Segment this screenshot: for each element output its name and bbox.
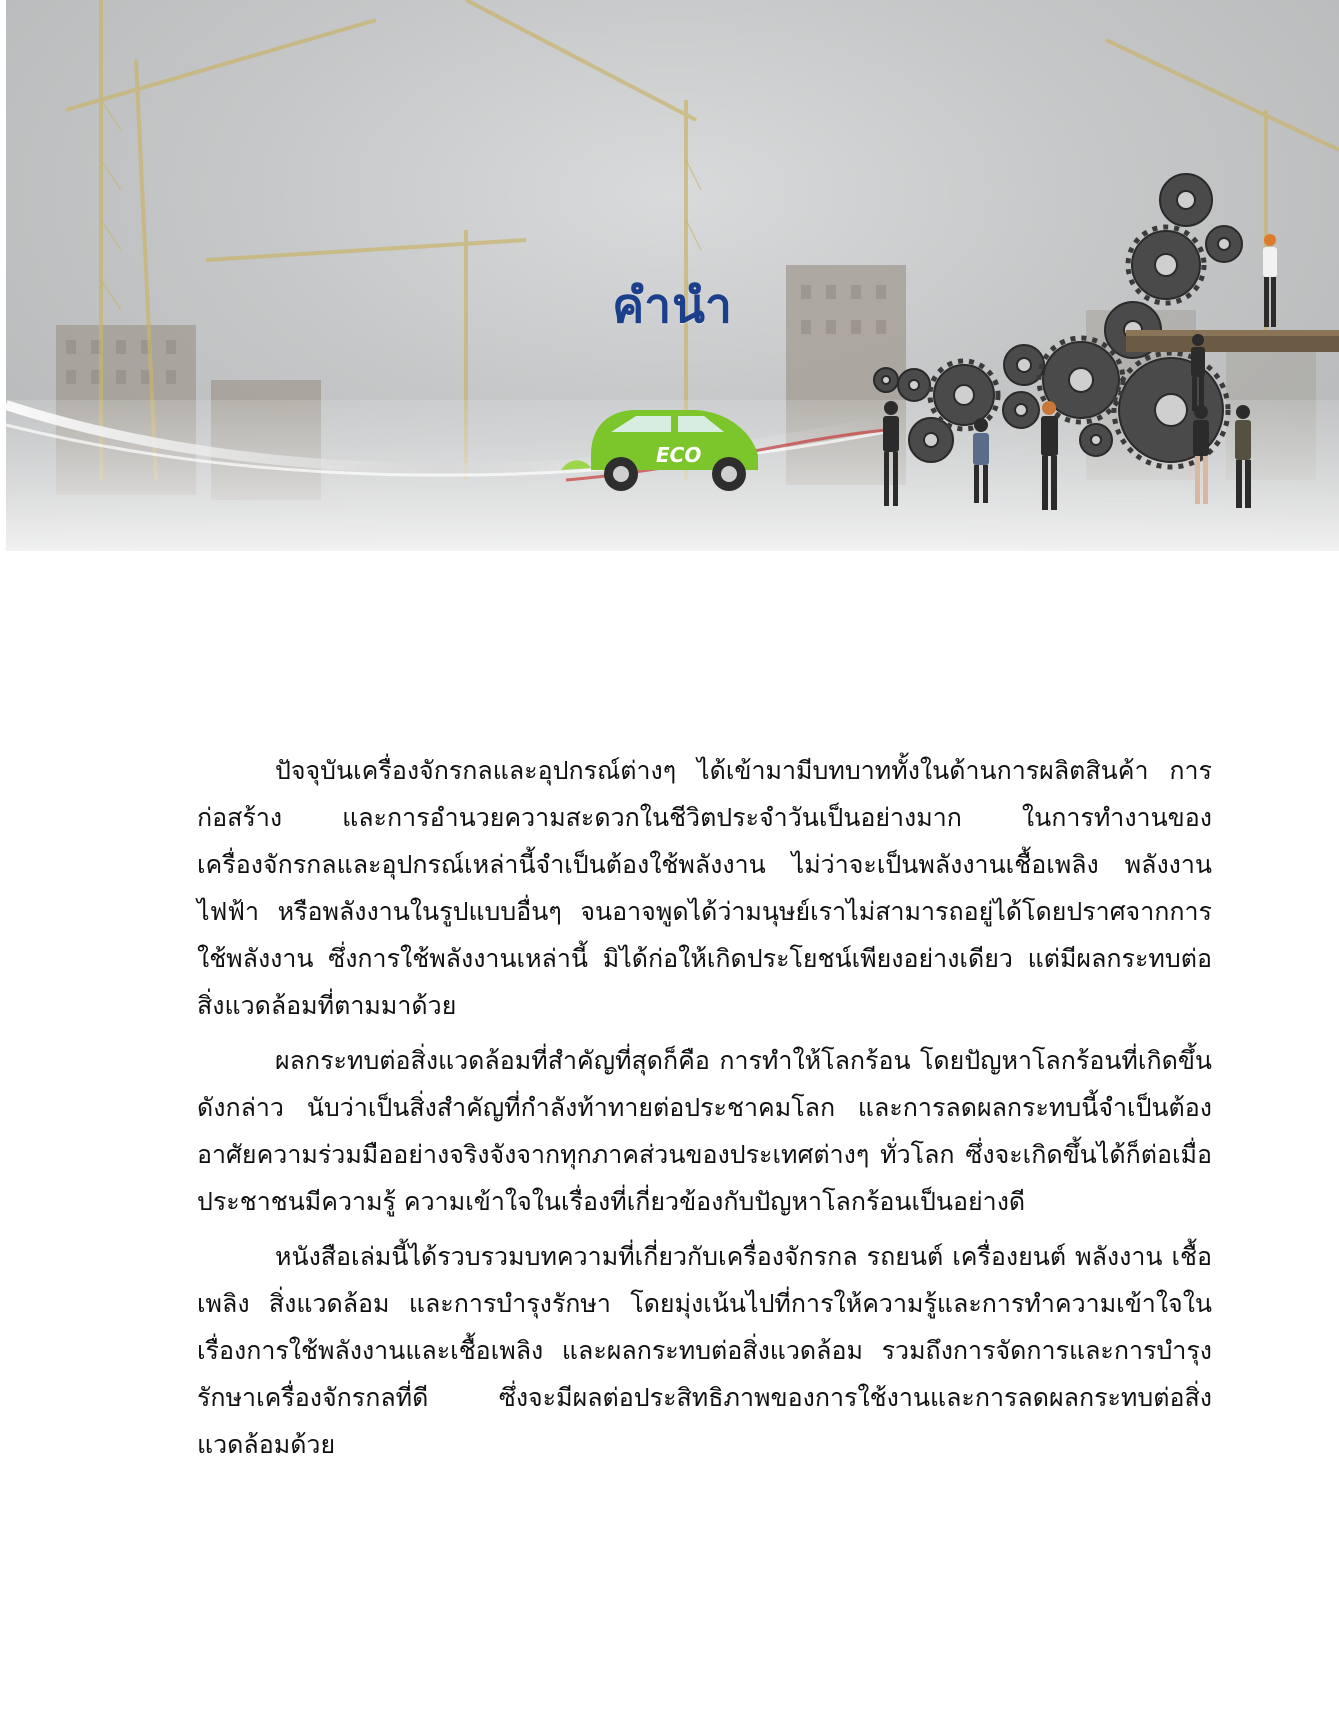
preface-body (197, 747, 1212, 1476)
eco-badge: ECO (656, 443, 702, 467)
paragraph-3: หนังสือเล่มนี้ได้รวบรวมบทความที่เกี่ยวกับเครื่องจักรกล รถยนต์ เครื่องยนต์ พลังงาน เชื้อเพลิง สิ่งแวดล้อม และการบำรุงรักษา โดยมุ่งเน้นไปที่การให้ความรู้และการทำความเข้าใจในเรื่องการใช้พลังงานและเชื้อเพลิง และผลกระทบต่อสิ่งแวดล้อม รวมถึงการจัดการและการบำรุงรักษาเครื่องจักรกลที่ดี ซึ่งจะมีผลต่อประสิทธิภาพของการใช้งานและการลดผลกระทบต่อสิ่งแวดล้อมด้วย (197, 1242, 1212, 1459)
header-banner (6, 0, 1339, 551)
page-title: คำนำ (612, 278, 733, 334)
paragraph-2: ผลกระทบต่อสิ่งแวดล้อมที่สำคัญที่สุดก็คือ การทำให้โลกร้อน โดยปัญหาโลกร้อนที่เกิดขึ้นดังกล่าว นับว่าเป็นสิ่งสำคัญที่กำลังท้าทายต่อประชาคมโลก และการลดผลกระทบนี้จำเป็นต้องอาศัยความร่วมมืออย่างจริงจังจากทุกภาคส่วนของประเทศต่างๆ ทั่วโลก ซึ่งจะเกิดขึ้นได้ก็ต่อเมื่อประชาชนมีความรู้ ความเข้าใจในเรื่องที่เกี่ยวข้องกับปัญหาโลกร้อนเป็นอย่างดี (197, 1046, 1212, 1216)
paragraph-1: ปัจจุบันเครื่องจักรกลและอุปกรณ์ต่างๆ ได้เข้ามามีบทบาททั้งในด้านการผลิตสินค้า การก่อสร้าง และการอำนวยความสะดวกในชีวิตประจำวันเป็นอย่างมาก ในการทำงานของเครื่องจักรกลและอุปกรณ์เหล่านี้จำเป็นต้องใช้พลังงาน ไม่ว่าจะเป็นพลังงานเชื้อเพลิง พลังงานไฟฟ้า หรือพลังงานในรูปแบบอื่นๆ จนอาจพูดได้ว่ามนุษย์เราไม่สามารถอยู่ได้โดยปราศจากการใช้พลังงาน ซึ่งการใช้พลังงานเหล่านี้ มิได้ก่อให้เกิดประโยชน์เพียงอย่างเดียว แต่มีผลกระทบต่อสิ่งแวดล้อมที่ตามมาด้วย (197, 756, 1212, 1020)
